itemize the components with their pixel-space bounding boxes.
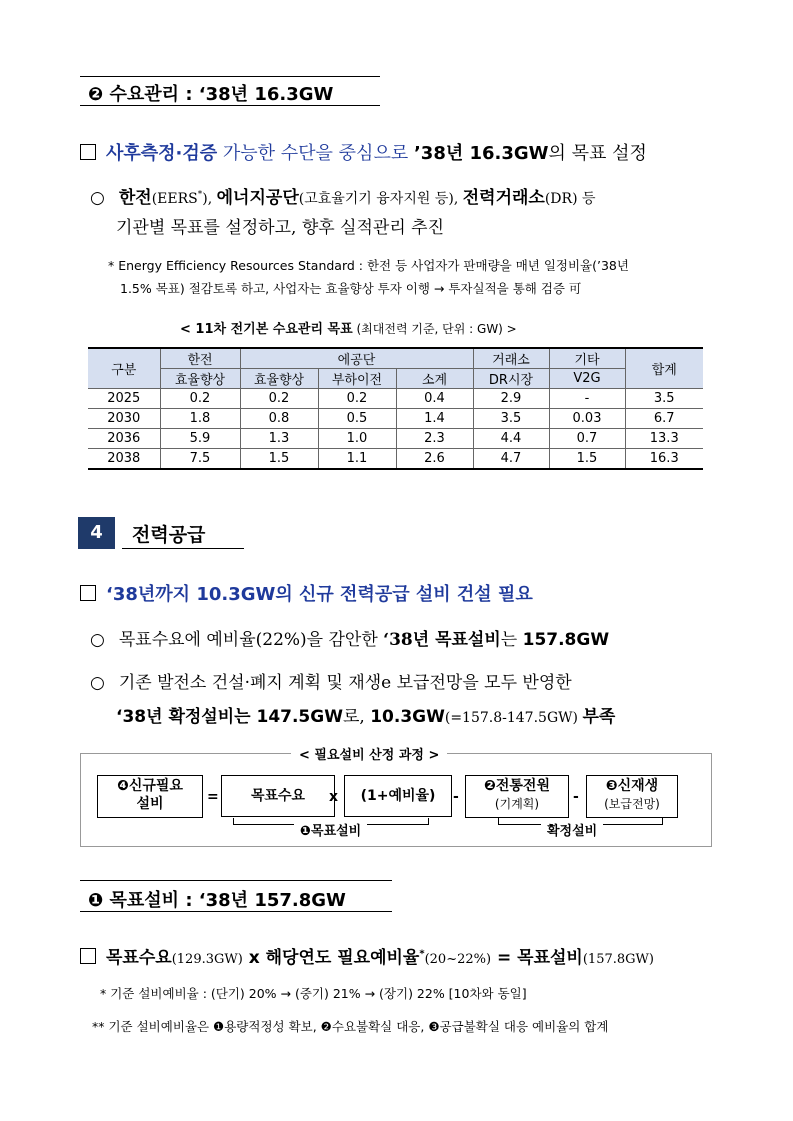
traditional-power-box: ❷전통전원 (기계획) (465, 775, 569, 818)
square-bullet-icon (80, 585, 96, 601)
sub-bullet-target-capacity: ○ 목표수요에 예비율(22%)을 감안한 ‘38년 목표설비는 157.8GW (90, 630, 610, 650)
note-reserve-rate: * 기준 설비예비율 : (단기) 20% → (중기) 21% → (장기) 22% [10차와 동일] (100, 986, 527, 1001)
bullet-new-supply: ‘38년까지 10.3GW의 신규 전력공급 설비 건설 필요 (80, 580, 533, 606)
demand-management-table (88, 347, 703, 470)
confirmed-capacity-label: 확정설비 (541, 820, 603, 839)
section-title: ❷ 수요관리 : ‘38년 16.3GW (88, 84, 334, 105)
table-header-row-2: 효율향상 효율향상 부하이전 소계 DR시장 V2G (88, 369, 703, 389)
header-kepco: 한전 (160, 348, 240, 369)
table-row: 2030 1.8 0.8 0.5 1.4 3.5 0.03 6.7 (88, 409, 703, 429)
required-capacity-process-box: < 필요설비 산정 과정 > ❹신규필요 설비 = 목표수요 x (1+예비율) - ❷전통전원 (기계획) - ❸신재생 (보급전망) ❶목표설비 확정설비 (80, 753, 712, 847)
target-capacity-label: ❶목표설비 (294, 820, 367, 839)
bullet-target-formula: 목표수요(129.3GW) x 해당연도 필요예비율*(20~22%) = 목표설비(157.8GW) (80, 943, 654, 968)
sub-bullet-confirmed-line2: ‘38년 확정설비는 147.5GW로, 10.3GW(=157.8-147.5GW) 부족 (116, 707, 616, 727)
reserve-margin-box: (1+예비율) (344, 775, 452, 817)
sub-bullet-institutions: ○ 한전(EERS*), 에너지공단(고효율기기 융자지원 등), 전력거래소(DR) 등 (90, 188, 596, 208)
target-demand-box: 목표수요 (221, 775, 335, 817)
sub-bullet-institutions-line2: 기관별 목표를 설정하고, 향후 실적관리 추진 (116, 218, 445, 238)
header-other: 기타 (549, 348, 625, 369)
header-exchange: 거래소 (473, 348, 549, 369)
table-header-row-1 (88, 348, 703, 369)
note-eers-line2: 1.5% 목표) 절감토록 하고, 사업자는 효율향상 투자 이행 → 투자실적을 통해 검증 可 (120, 281, 582, 296)
header-total: 합계 (625, 348, 703, 389)
header-energy-agency: 에공단 (240, 348, 473, 369)
section-title-underline (122, 548, 244, 549)
sub-bullet-confirmed-line1: ○ 기존 발전소 건설·폐지 계획 및 재생e 보급전망을 모두 반영한 (90, 673, 572, 693)
section-power-supply-title: 전력공급 (132, 524, 206, 546)
process-title: < 필요설비 산정 과정 > (291, 744, 447, 763)
section-title: ❶ 목표설비 : ‘38년 157.8GW (88, 890, 346, 911)
renewable-box: ❸신재생 (보급전망) (586, 775, 678, 818)
bullet-demand-target: 사후측정·검증 가능한 수단을 중심으로 ’38년 16.3GW의 목표 설정 (80, 139, 647, 165)
table-row: 2038 7.5 1.5 1.1 2.6 4.7 1.5 16.3 (88, 449, 703, 470)
new-required-capacity-box: ❹신규필요 설비 (97, 775, 203, 818)
note-reserve-composition: ** 기준 설비예비율은 ❶용량적정성 확보, ❷수요불확실 대응, ❸공급불확실 대응 예비율의 합계 (92, 1019, 609, 1034)
note-eers-line1: * Energy Efficiency Resources Standard : 한전 등 사업자가 판매량을 매년 일정비율(’38년 (108, 258, 629, 273)
table-row: 2036 5.9 1.3 1.0 2.3 4.4 0.7 13.3 (88, 429, 703, 449)
section-number-badge: 4 (78, 517, 115, 549)
header-category: 구분 (88, 348, 160, 389)
square-bullet-icon (80, 144, 96, 160)
square-bullet-icon (80, 948, 96, 964)
table-row: 2025 0.2 0.2 0.2 0.4 2.9 - 3.5 (88, 389, 703, 409)
table-caption: < 11차 전기본 수요관리 목표 (최대전력 기준, 단위 : GW) > (180, 322, 517, 337)
